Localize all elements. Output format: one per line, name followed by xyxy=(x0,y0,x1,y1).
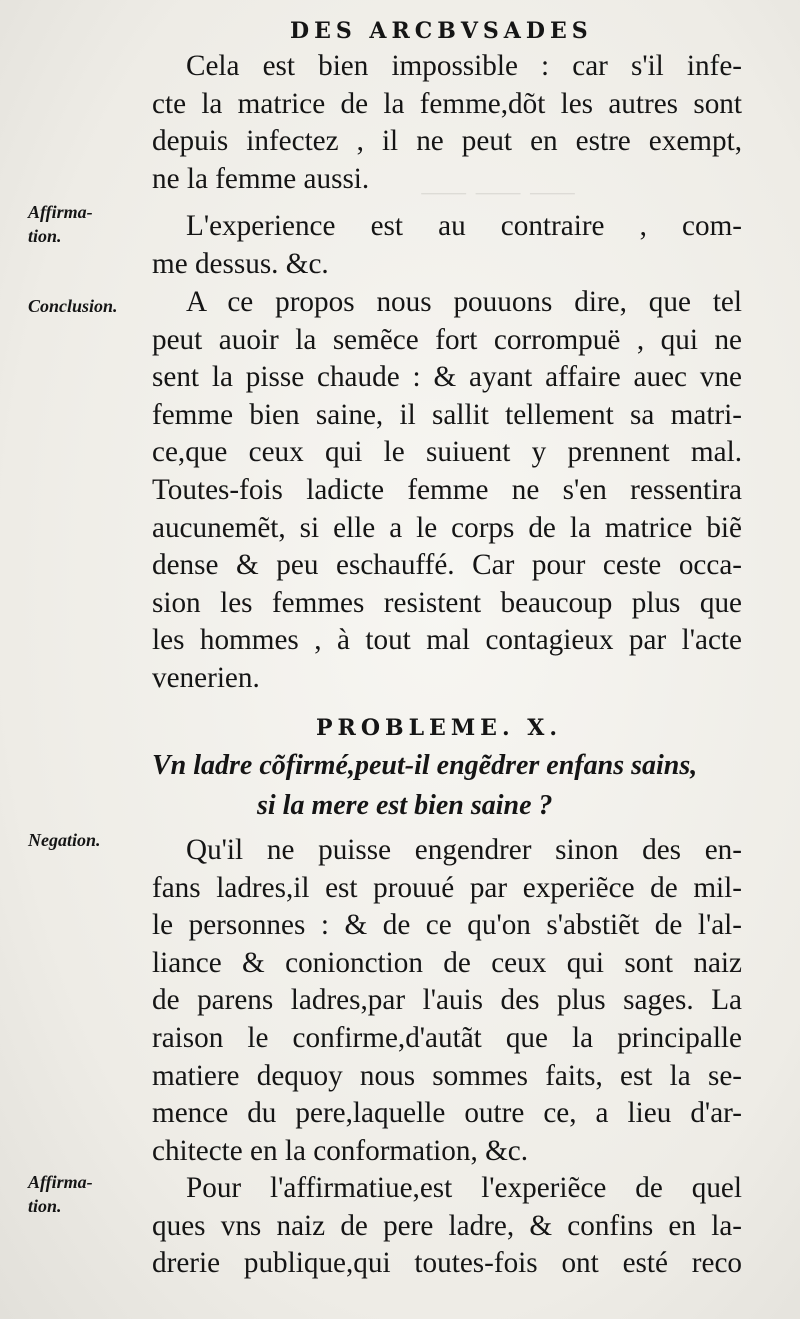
paragraph-cela xyxy=(152,48,742,198)
margin-note-affirmation xyxy=(28,200,93,248)
margin-note-text: Affirma- tion. xyxy=(28,202,93,246)
text-line: sion les femmes resistent beaucoup plus que xyxy=(152,586,742,619)
text-line: raison le confirme,d'autãt que la principalle xyxy=(152,1021,742,1054)
text-line: depuis infectez , il ne peut en estre exempt, xyxy=(152,125,742,158)
text-line: peut auoir la semẽce fort corrompuë , qui ne xyxy=(152,323,742,356)
problem-heading: PROBLEME. X. xyxy=(316,715,562,741)
text-line: chitecte en la conformation, &c. xyxy=(152,1134,529,1167)
paragraph-experience xyxy=(152,208,742,283)
running-header: DES ARCBVSADES xyxy=(290,18,593,44)
text-line: de parens ladres,par l'auis des plus sages. La xyxy=(152,984,742,1017)
text-line: Pour l'affirmatiue,est l'experiẽce de quel xyxy=(186,1172,742,1204)
margin-note-text: Affirma- tion. xyxy=(28,1172,93,1216)
text-line: les hommes , à tout mal contagieux par l'acte xyxy=(152,624,742,657)
margin-note-text: Conclusion. xyxy=(28,296,118,316)
text-line: fans ladres,il est prouué par experiẽce de mil- xyxy=(152,871,742,904)
text-line: Toutes-fois ladicte femme ne s'en ressentira xyxy=(152,473,742,506)
text-line: ne la femme aussi. xyxy=(152,162,370,195)
text-line: ce,que ceux qui le suiuent y prennent mal. xyxy=(152,436,742,469)
text-line: dense & peu eschauffé. Car pour ceste occa- xyxy=(152,549,742,582)
paragraph-affirmatiue xyxy=(152,1170,742,1283)
text-line: venerien. xyxy=(152,661,260,694)
text-line: cte la matrice de la femme,dõt les autres sont xyxy=(152,87,742,120)
text-line: aucunemẽt, si elle a le corps de la matrice biẽ xyxy=(152,511,742,544)
margin-note-conclusion xyxy=(28,294,118,318)
text-line: me dessus. &c. xyxy=(152,247,329,280)
text-line: sent la pisse chaude : & ayant affaire auec vne xyxy=(152,361,742,394)
text-line: A ce propos nous pouuons dire, que tel xyxy=(186,286,742,318)
margin-note-affirmation-2 xyxy=(28,1170,93,1218)
margin-note-negation xyxy=(28,828,101,852)
margin-note-text: Negation. xyxy=(28,830,101,850)
text-line: ques vns naiz de pere ladre, & confins en la- xyxy=(152,1209,742,1242)
text-line: drerie publique,qui toutes-fois ont esté reco xyxy=(152,1247,742,1280)
paragraph-negation xyxy=(152,832,742,1170)
text-line: le personnes : & de ce qu'on s'abstiẽt de l'al- xyxy=(152,909,742,942)
question-line: si la mere est bien saine ? xyxy=(257,790,553,821)
text-line: Cela est bien impossible : car s'il infe- xyxy=(186,50,742,82)
text-line: mence du pere,laquelle outre ce, a lieu d'ar- xyxy=(152,1097,742,1130)
text-line: liance & conionction de ceux qui sont naiz xyxy=(152,946,742,979)
question-line: Vn ladre cõfirmé,peut-il engẽdrer enfans sains, xyxy=(152,750,698,781)
text-line: L'experience est au contraire , com- xyxy=(186,210,742,242)
paragraph-a-ce-propos xyxy=(152,284,742,698)
text-line: Qu'il ne puisse engendrer sinon des en- xyxy=(186,834,742,866)
problem-question xyxy=(152,746,752,826)
text-line: femme bien saine, il sallit tellement sa matri- xyxy=(152,398,742,431)
bleed-through-text: ⸺ ⸺ ⸺ xyxy=(420,177,577,208)
text-line: matiere dequoy nous sommes faits, est la se- xyxy=(152,1059,742,1092)
